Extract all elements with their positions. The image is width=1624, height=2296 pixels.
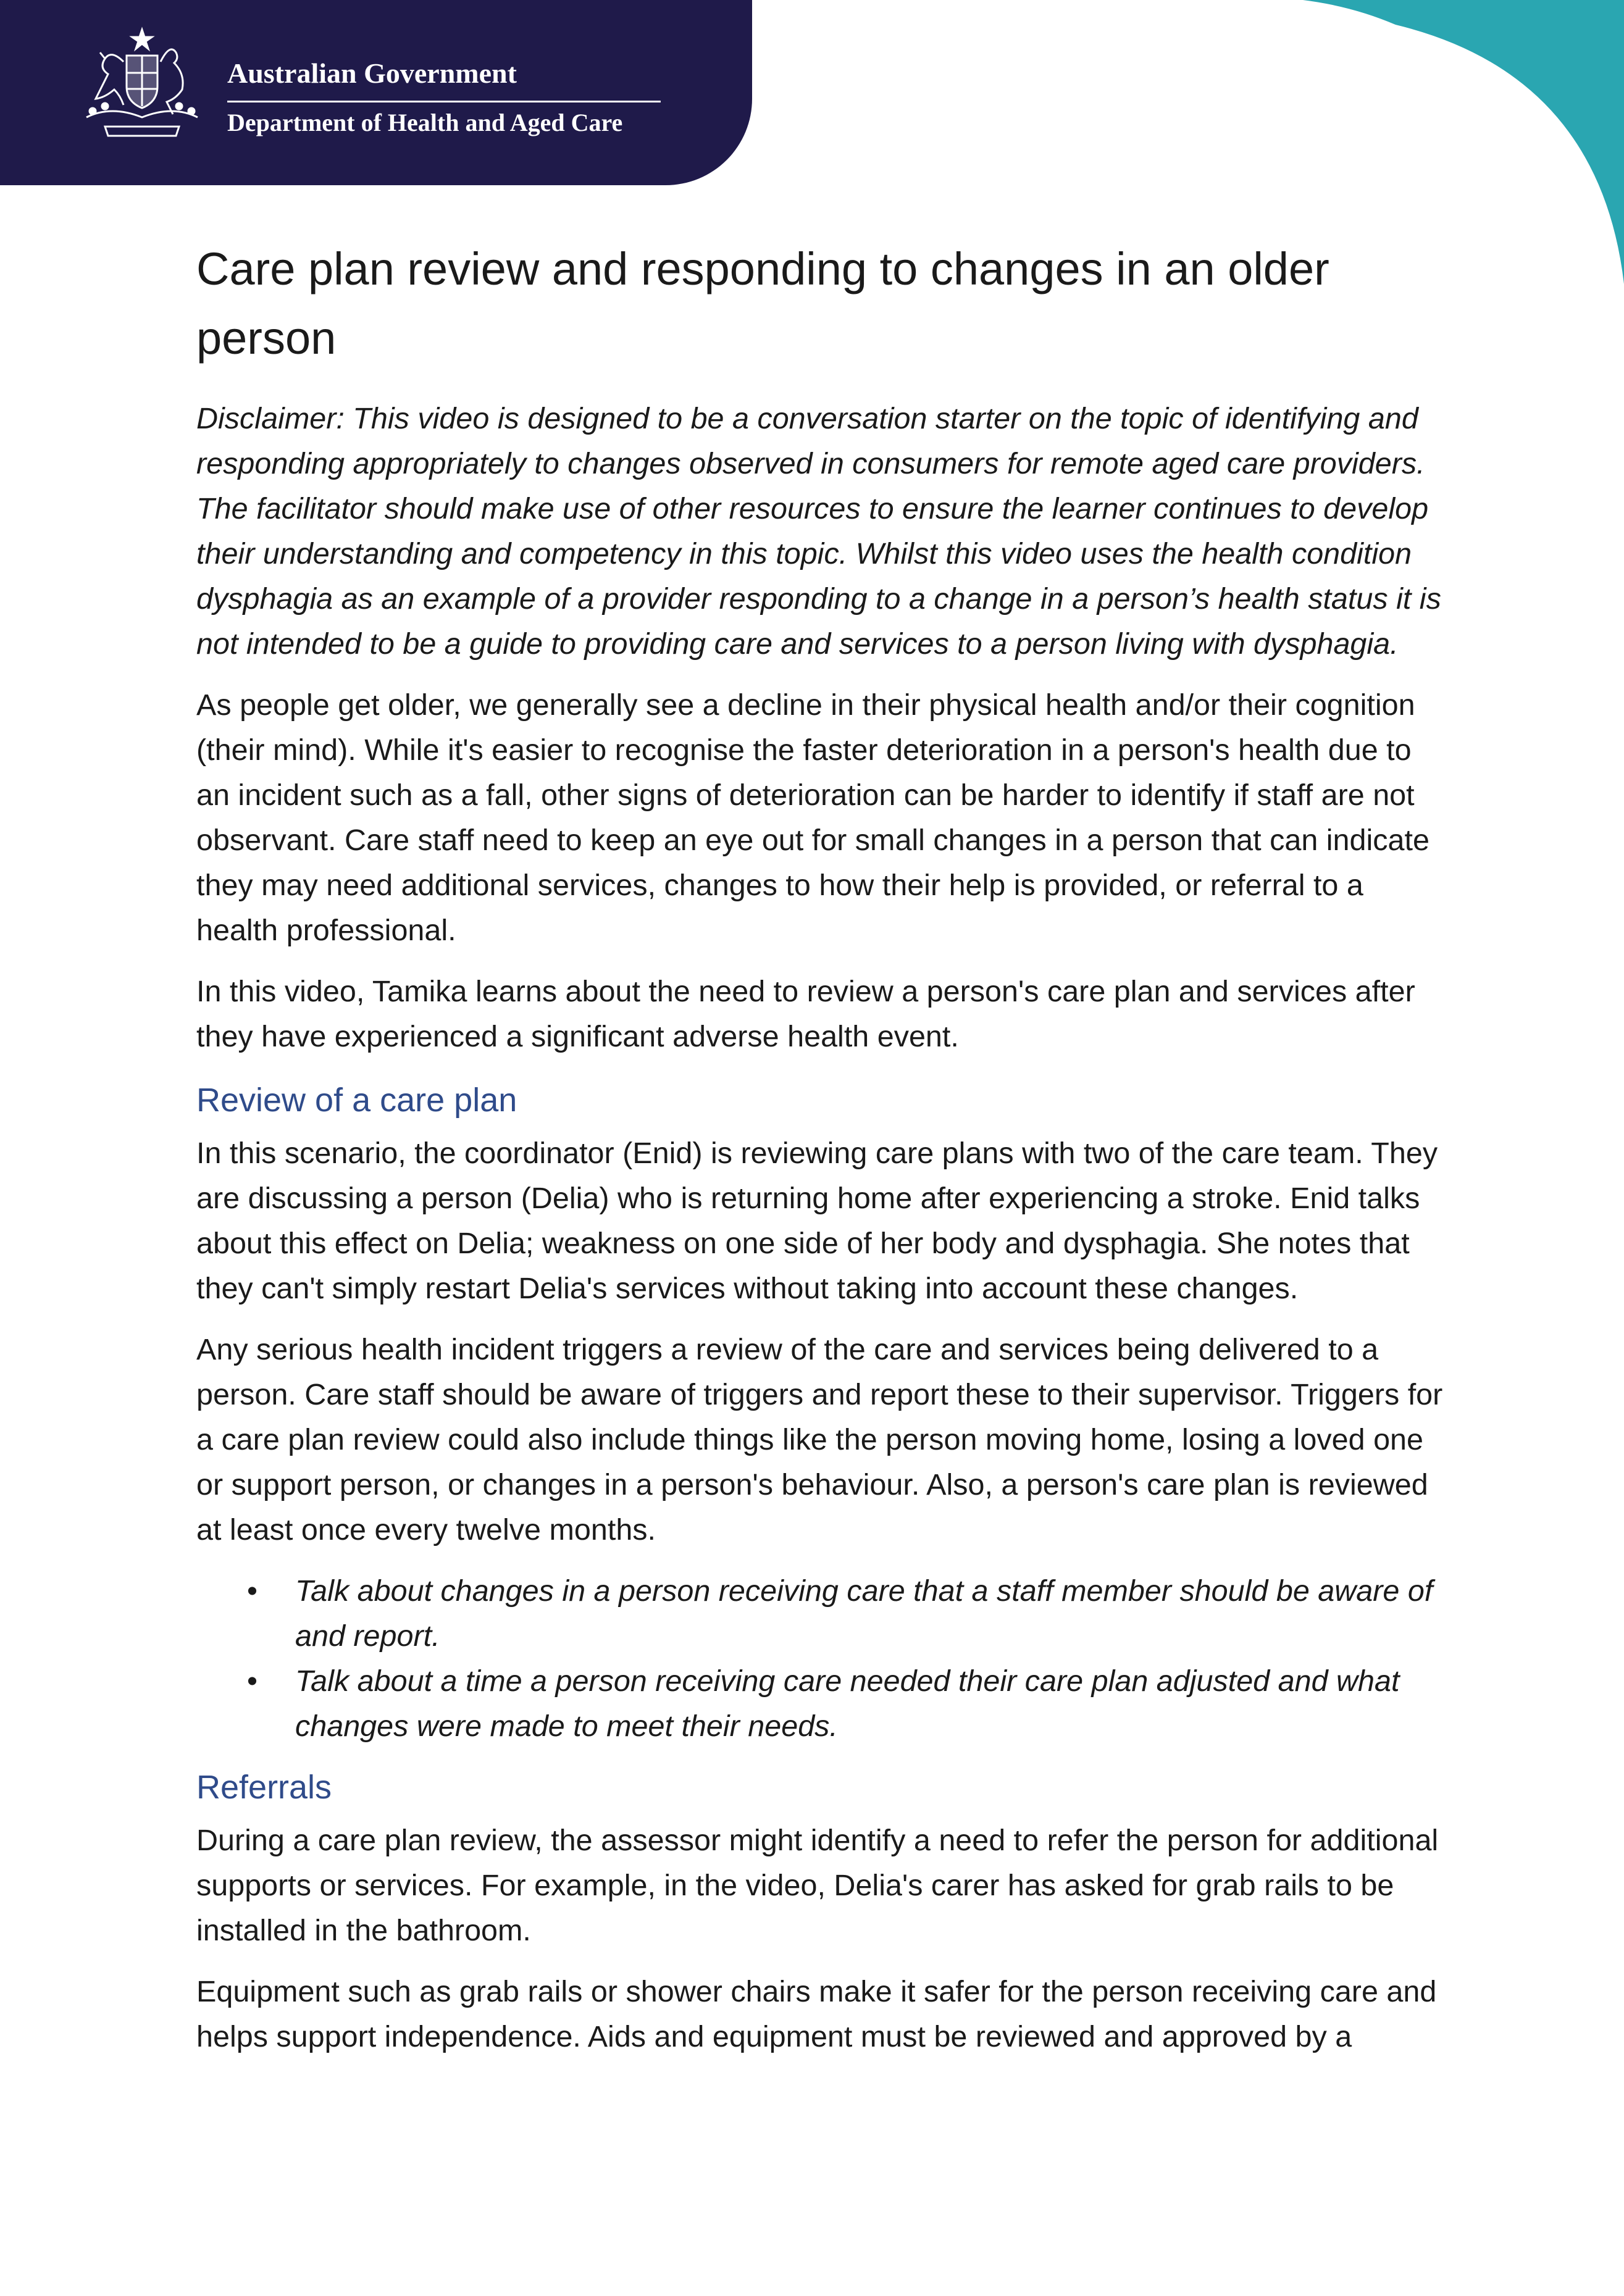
intro-paragraph: As people get older, we generally see a decline in their physical health and/or their cognition (their mind). While it's easier to recognise the faster deterioration in a person's health due to an incident such as a fall, other signs of deterioration can be harder to identify if staff are not observant. Care staff need to keep an eye out for small changes in a person that can indicate they may need additional services, changes to how their help is provided, or referral to a health professional. [196, 688, 1429, 947]
list-item-text: Talk about a time a person receiving care needed their care plan adjusted and what changes were made to meet their needs. [295, 1664, 1400, 1743]
list-item [247, 1569, 1444, 1659]
government-name: Australian Government [227, 57, 517, 89]
government-header-banner [0, 0, 752, 185]
discussion-prompt-list [196, 1569, 1444, 1749]
section-paragraph: Equipment such as grab rails or shower chairs make it safer for the person receiving care and helps support independence. Aids and equipment must be reviewed and approved by a [196, 1975, 1437, 2053]
section-paragraph: In this scenario, the coordinator (Enid) is reviewing care plans with two of the care team. They are discussing a person (Delia) who is returning home after experiencing a stroke. Enid talks about this effect on Delia; weakness on one side of her body and dysphagia. She notes that they can't simply restart Delia's services without taking into account these changes. [196, 1137, 1438, 1305]
section-heading-review-care-plan: Review of a care plan [196, 1082, 517, 1119]
document-title: Care plan review and responding to changes in an older person [196, 243, 1329, 364]
coat-of-arms-icon [62, 25, 222, 148]
document-body [196, 235, 1444, 2076]
intro-paragraph: In this video, Tamika learns about the need to review a person's care plan and services after they have experienced a significant adverse health event. [196, 975, 1415, 1053]
department-name: Department of Health and Aged Care [227, 109, 623, 136]
list-item [247, 1659, 1444, 1749]
bullet-icon: • [247, 1664, 257, 1698]
section-heading-referrals: Referrals [196, 1769, 332, 1806]
disclaimer-paragraph: Disclaimer: This video is designed to be a conversation starter on the topic of identifying and responding appropriately to changes observed in consumers for remote aged care providers. The facilitator should make use of other resources to ensure the learner continues to develop their understanding and competency in this topic. Whilst this video uses the health condition dysphagia as an example of a provider responding to a change in a person’s health status it is not intended to be a guide to providing care and services to a person living with dysphagia. [196, 402, 1441, 661]
section-paragraph: Any serious health incident triggers a review of the care and services being delivered to a person. Care staff should be aware of triggers and report these to their supervisor. Triggers for a care plan review could also include things like the person moving home, losing a loved one or support person, or changes in a person's behaviour. Also, a person's care plan is reviewed at least once every twelve months. [196, 1333, 1443, 1547]
bullet-icon: • [247, 1574, 257, 1608]
section-paragraph: During a care plan review, the assessor might identify a need to refer the person for additional supports or services. For example, in the video, Delia's carer has asked for grab rails to be installed in the bathroom. [196, 1824, 1439, 1947]
list-item-text: Talk about changes in a person receiving care that a staff member should be aware of and report. [295, 1574, 1433, 1653]
header-divider [227, 101, 661, 102]
